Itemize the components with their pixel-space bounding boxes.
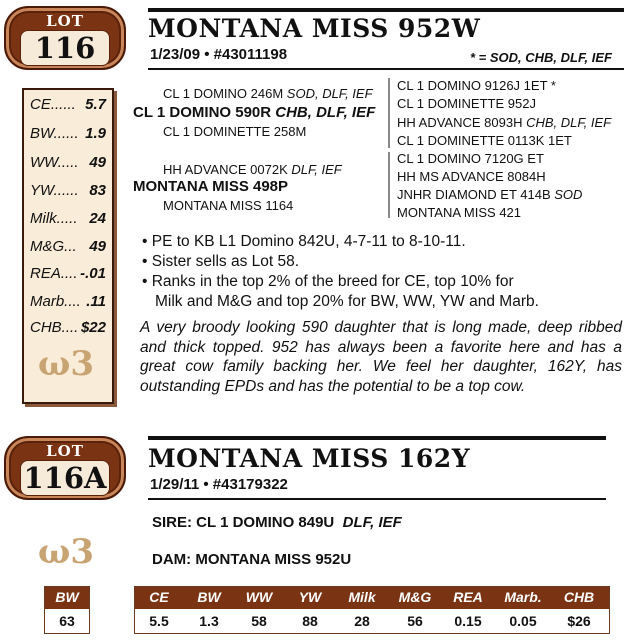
epd-header: BW: [197, 589, 221, 605]
epd-value: $26: [567, 613, 591, 629]
lot-number: 116: [20, 30, 110, 66]
epd-header: Marb.: [504, 589, 542, 605]
bullet-item-continued: Milk and M&G and top 20% for BW, WW, YW and Marb.: [155, 293, 539, 310]
pedigree-g1: CL 1 DOMINO 9126J 1ET *: [397, 78, 556, 93]
pedigree-dsd: MONTANA MISS 1164: [163, 198, 294, 213]
epd-header: Milk: [348, 589, 376, 605]
epd-value: 0.15: [454, 613, 482, 629]
pedigree-divider: [388, 78, 390, 148]
bw-header: BW: [55, 589, 79, 605]
ranch-brand-icon: ω3: [38, 532, 95, 572]
pedigree-divider: [388, 152, 390, 218]
epd-value: 28: [354, 613, 370, 629]
header-rule: [148, 436, 606, 440]
epd-header: YW: [298, 589, 322, 605]
animal-name: MONTANA MISS 952W: [148, 14, 481, 43]
lot-word: LOT: [46, 12, 84, 30]
epd-table: [134, 586, 610, 634]
epd-header: CE: [149, 589, 169, 605]
epd-header: M&G: [398, 589, 432, 605]
epd-header: REA: [453, 589, 483, 605]
pedigree-g3: HH ADVANCE 8093H CHB, DLF, IEF: [397, 115, 612, 130]
pedigree-dss: HH ADVANCE 0072K DLF, IEF: [163, 162, 342, 177]
birth-date-registration: 1/23/09 • #43011198: [150, 46, 288, 63]
bullet-item: • PE to KB L1 Domino 842U, 4-7-11 to 8-10-11.: [142, 233, 466, 250]
pedigree-g6: HH MS ADVANCE 8084H: [397, 169, 546, 184]
subheader-rule: [148, 498, 606, 500]
pedigree-ssd: CL 1 DOMINETTE 258M: [163, 124, 307, 139]
birth-date-registration: 1/29/11 • #43179322: [150, 476, 288, 493]
pedigree-g8: MONTANA MISS 421: [397, 205, 522, 220]
epd-value: 58: [251, 613, 267, 629]
epd-header: WW: [245, 589, 273, 605]
lot-number: 116A: [20, 460, 110, 496]
lot-word: LOT: [46, 442, 84, 460]
epd-value: 5.5: [149, 613, 169, 629]
bullet-item: • Sister sells as Lot 58.: [142, 253, 300, 270]
epd-value: 0.05: [509, 613, 537, 629]
bullet-item: • Ranks in the top 2% of the breed for CE, top 10% for: [142, 273, 514, 290]
lot-badge: [4, 6, 126, 70]
lot-description: A very broody looking 590 daughter that is long made, deep ribbed and thick topped. 952 has always been a favorite here and has a great cow family backing her. We feel her daughter, 162Y, has outstanding EPDs and has the potential to be a top cow.: [140, 319, 622, 395]
pedigree-dam: MONTANA MISS 498P: [133, 178, 289, 195]
epd-panel: CE...... 5.7 BW...... 1.9 WW..... 49 YW...... 83 Milk..... 24 M&G... 49 REA.... -.01 Marb.... .11 CHB.... $22 ω3: [22, 88, 114, 404]
epd-value: 88: [302, 613, 318, 629]
epd-value: 1.3: [199, 613, 219, 629]
pedigree-sss: CL 1 DOMINO 246M SOD, DLF, IEF: [163, 86, 373, 101]
dam-line: DAM: MONTANA MISS 952U: [152, 551, 352, 568]
animal-name: MONTANA MISS 162Y: [148, 444, 471, 473]
ranch-brand-icon: ω3: [38, 344, 95, 384]
pedigree-g7: JNHR DIAMOND ET 414B SOD: [397, 187, 583, 202]
pedigree-g2: CL 1 DOMINETTE 952J: [397, 96, 536, 111]
pedigree-g4: CL 1 DOMINETTE 0113K 1ET: [397, 133, 572, 148]
subheader-rule: [148, 68, 624, 70]
bw-value: 63: [59, 613, 75, 629]
lot-badge: [4, 436, 126, 500]
epd-header: CHB: [563, 589, 595, 605]
tag-legend: * = SOD, CHB, DLF, IEF: [470, 50, 612, 65]
pedigree-g5: CL 1 DOMINO 7120G ET: [397, 151, 544, 166]
bw-table: [44, 586, 90, 634]
pedigree-sire: CL 1 DOMINO 590R CHB, DLF, IEF: [133, 104, 376, 121]
sire-line: SIRE: CL 1 DOMINO 849U DLF, IEF: [152, 514, 402, 531]
epd-value: 56: [407, 613, 423, 629]
header-rule: [148, 8, 624, 12]
